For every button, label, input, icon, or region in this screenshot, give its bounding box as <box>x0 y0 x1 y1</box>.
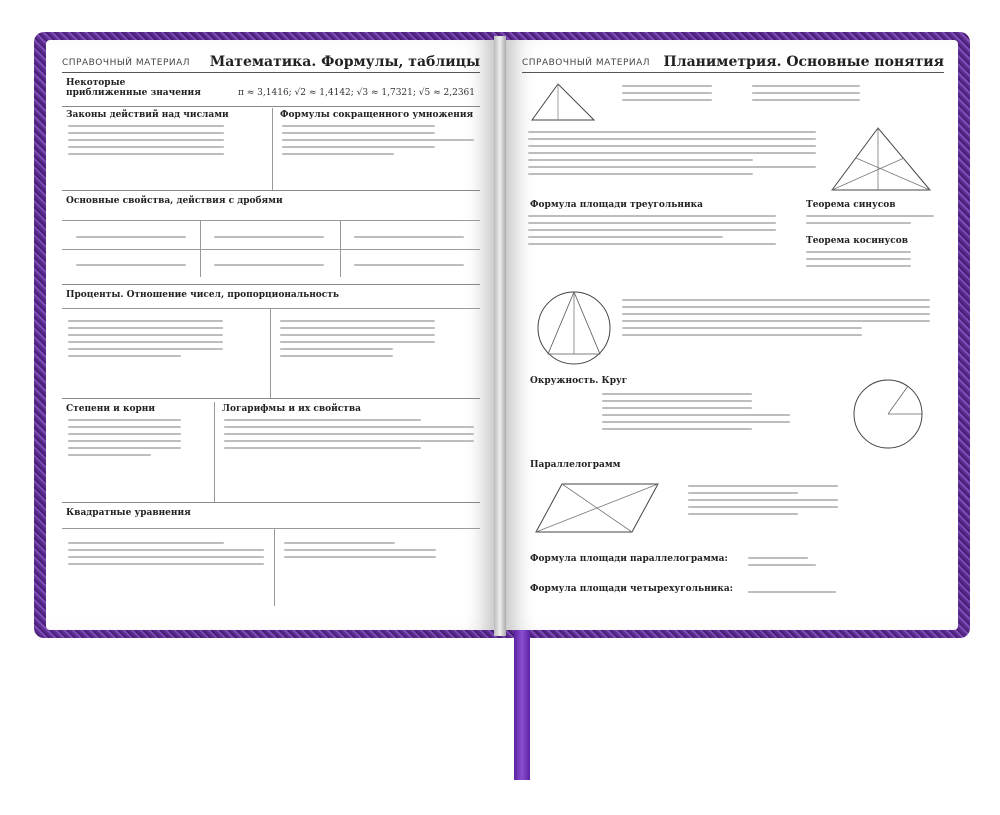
right-triangle-text <box>616 294 936 341</box>
height-median-text <box>522 126 822 180</box>
quad-area-formula <box>742 586 842 598</box>
inscribed-triangle-figure <box>534 288 614 368</box>
quad-area-label: Формула площади четырехугольника: <box>530 584 733 594</box>
parallelogram-properties <box>682 480 882 520</box>
right-header-title: Планиметрия. Основные понятия <box>663 54 944 70</box>
circle-title: Окружность. Круг <box>530 376 628 386</box>
abbrev-title: Формулы сокращенного умножения <box>280 110 474 120</box>
triangle-area-formulas <box>522 210 782 250</box>
bookmark-ribbon <box>514 630 530 780</box>
right-header-small: СПРАВОЧНЫЙ МАТЕРИАЛ <box>522 58 651 68</box>
quadratic-section <box>62 506 480 606</box>
laws-title: Законы действий над числами <box>66 110 229 120</box>
approx-values-section <box>62 76 480 107</box>
parallelogram-figure <box>532 480 662 536</box>
left-page-header <box>62 48 480 73</box>
parallelogram-title: Параллелограмм <box>530 460 621 470</box>
approx-label: Некоторые приближенные значения <box>66 78 201 98</box>
triangle-heights-figure <box>826 124 936 194</box>
powers-title: Степени и корни <box>66 404 156 414</box>
sines-formulas <box>800 210 940 229</box>
right-page <box>506 40 958 630</box>
circle-figure <box>850 376 926 452</box>
powers-logs-section <box>62 402 480 503</box>
quadratic-title: Квадратные уравнения <box>66 508 191 518</box>
triangle-properties <box>746 80 866 106</box>
right-page-header <box>522 48 944 73</box>
cosines-formulas <box>800 246 940 272</box>
triangle-formulas <box>616 80 736 106</box>
laws-section <box>62 108 480 191</box>
left-page <box>46 40 494 630</box>
triangle-area-title: Формула площади треугольника <box>530 200 703 210</box>
fractions-section <box>62 194 480 285</box>
left-header-small: СПРАВОЧНЫЙ МАТЕРИАЛ <box>62 58 191 68</box>
fractions-title: Основные свойства, действия с дробями <box>66 196 283 206</box>
percent-title: Проценты. Отношение чисел, пропорциональность <box>66 290 339 300</box>
circle-formulas <box>596 388 796 435</box>
logs-title: Логарифмы и их свойства <box>222 404 361 414</box>
parallelogram-area-label: Формула площади параллелограмма: <box>530 554 728 564</box>
approx-values: π ≈ 3,1416; √2 ≈ 1,4142; √3 ≈ 1,7321; √5 ≈ 2,2361 <box>238 88 475 98</box>
sines-title: Теорема синусов <box>806 200 896 210</box>
triangle-figure <box>528 80 598 124</box>
percent-section <box>62 288 480 399</box>
left-header-title: Математика. Формулы, таблицы <box>209 54 480 70</box>
notebook-spine <box>494 36 506 636</box>
cosines-title: Теорема косинусов <box>806 236 908 246</box>
parallelogram-area-formulas <box>742 552 822 571</box>
